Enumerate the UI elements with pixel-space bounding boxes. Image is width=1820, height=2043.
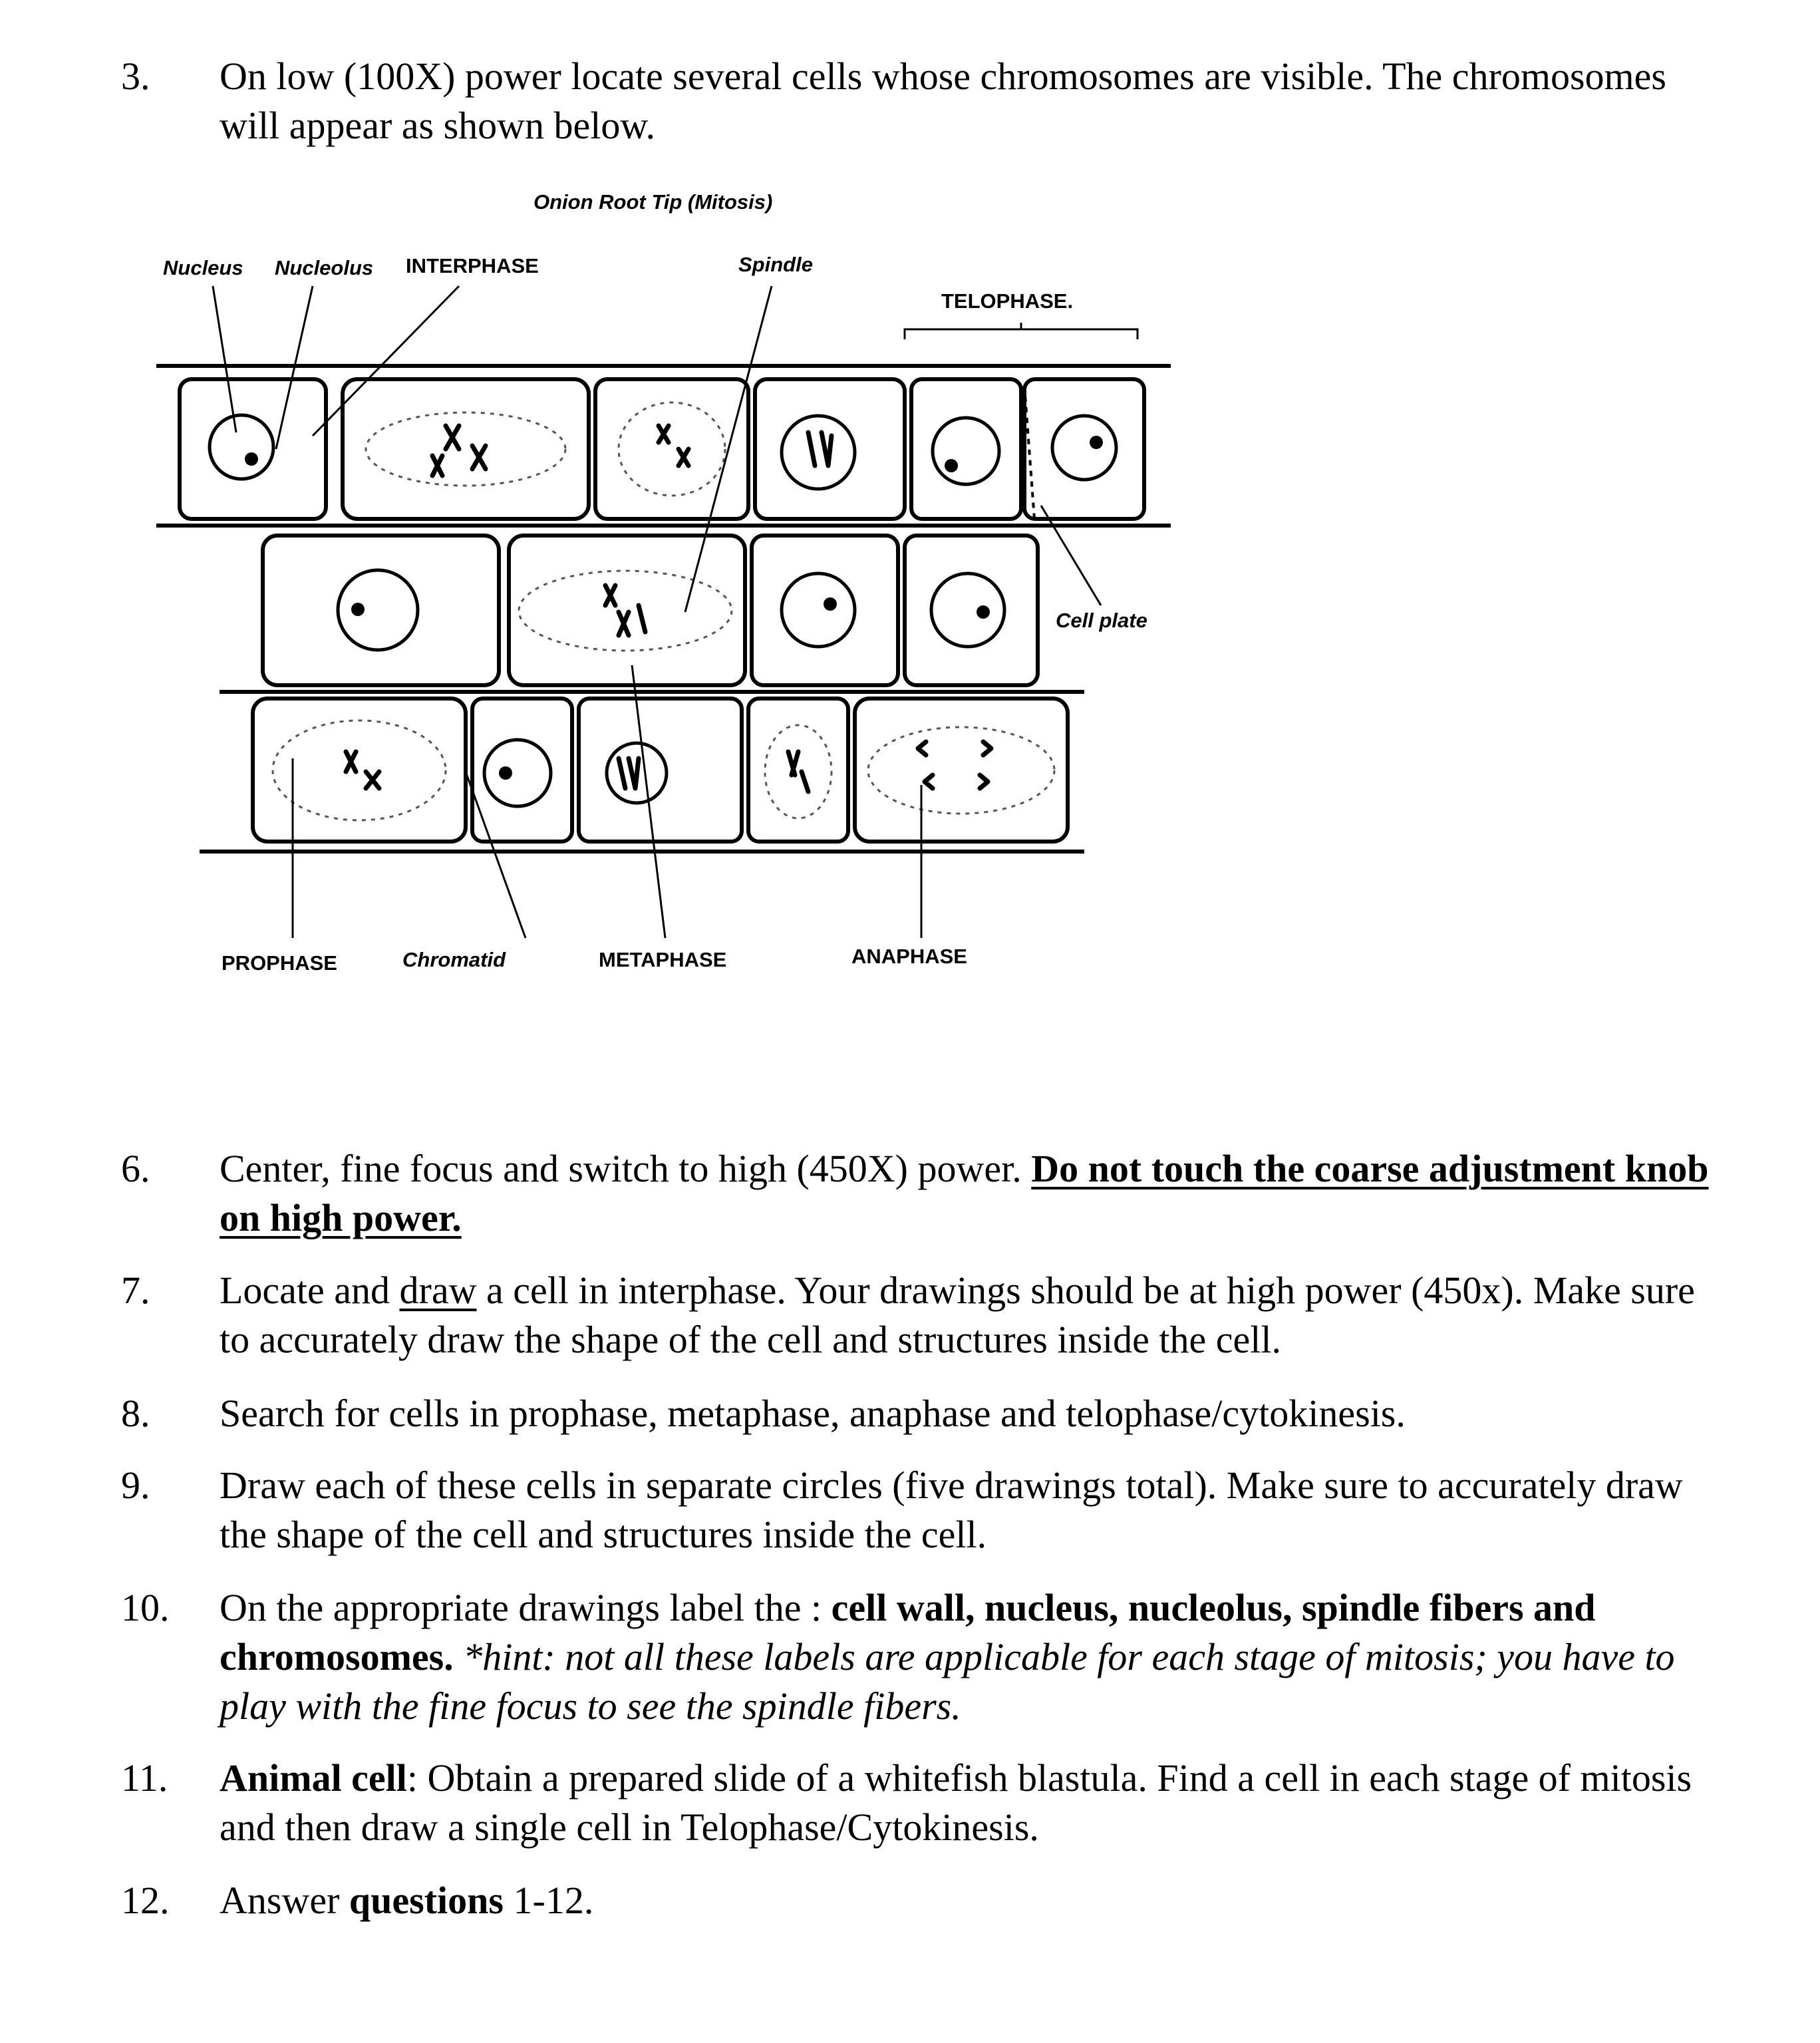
label-cell-plate: Cell plate xyxy=(1056,609,1147,632)
item-text: Draw each of these cells in separate circles (five drawings total). Make sure to accurately draw the shape of the cell and structures inside the cell. xyxy=(220,1464,1683,1556)
instruction-9 xyxy=(121,1461,1731,1559)
item-text: : Obtain a prepared slide of a whitefish blastula. Find a cell in each stage of mitosis and then draw a single cell in Telophase/Cytokinesis. xyxy=(220,1756,1692,1849)
item-text: Answer xyxy=(220,1879,349,1922)
label-metaphase: METAPHASE xyxy=(599,948,727,971)
item-text: 1-12. xyxy=(504,1879,594,1922)
item-number: 9. xyxy=(121,1464,150,1507)
item-text: a cell in interphase. Your drawings should be at high power (450x). Make sure to accurately draw the shape of the cell and structures inside the cell. xyxy=(220,1269,1695,1361)
instruction-6 xyxy=(121,1144,1731,1243)
item-text: Search for cells in prophase, metaphase, anaphase and telophase/cytokinesis. xyxy=(220,1392,1406,1435)
label-nucleolus: Nucleolus xyxy=(275,256,374,279)
item-number: 7. xyxy=(121,1269,150,1312)
item-number: 6. xyxy=(121,1147,150,1190)
label-anaphase: ANAPHASE xyxy=(851,945,967,968)
item-text: Center, fine focus and switch to high (450X) power. xyxy=(220,1147,1032,1190)
label-nucleus: Nucleus xyxy=(163,256,243,279)
label-spindle: Spindle xyxy=(738,253,813,276)
animal-cell-heading: Animal cell xyxy=(220,1756,407,1800)
instruction-10 xyxy=(121,1583,1731,1731)
label-list: cell wall, nucleus, nucleolus, spindle fibers and chromosomes. xyxy=(220,1586,1596,1678)
instruction-3 xyxy=(121,52,1731,150)
instruction-12 xyxy=(121,1876,1731,1925)
warning-text: Do not touch the coarse adjustment knob on high power. xyxy=(220,1147,1709,1239)
item-text: Locate and xyxy=(220,1269,400,1312)
label-interphase: INTERPHASE xyxy=(406,254,539,277)
hint-text: *hint: not all these labels are applicable for each stage of mitosis; you have to play with the fine focus to see the spindle fibers. xyxy=(220,1635,1675,1728)
emphasis-draw: draw xyxy=(399,1269,477,1312)
item-number: 12. xyxy=(121,1879,170,1922)
item-number: 11. xyxy=(121,1756,168,1800)
item-text: On the appropriate drawings label the : xyxy=(220,1586,832,1629)
questions-emphasis: questions xyxy=(349,1879,504,1922)
label-prophase: PROPHASE xyxy=(222,951,337,975)
instruction-8 xyxy=(121,1389,1731,1438)
item-text: On low (100X) power locate several cells whose chromosomes are visible. The chromosomes will appear as shown below. xyxy=(220,55,1666,147)
label-telophase: TELOPHASE. xyxy=(941,289,1074,313)
item-number: 3. xyxy=(121,55,150,98)
onion-root-tip-diagram xyxy=(153,186,1171,1005)
label-chromatid: Chromatid xyxy=(402,948,506,971)
instruction-7 xyxy=(121,1266,1731,1364)
instruction-11 xyxy=(121,1754,1731,1852)
figure-title: Onion Root Tip (Mitosis) xyxy=(533,190,773,214)
item-number: 8. xyxy=(121,1392,150,1435)
item-number: 10. xyxy=(121,1586,170,1629)
